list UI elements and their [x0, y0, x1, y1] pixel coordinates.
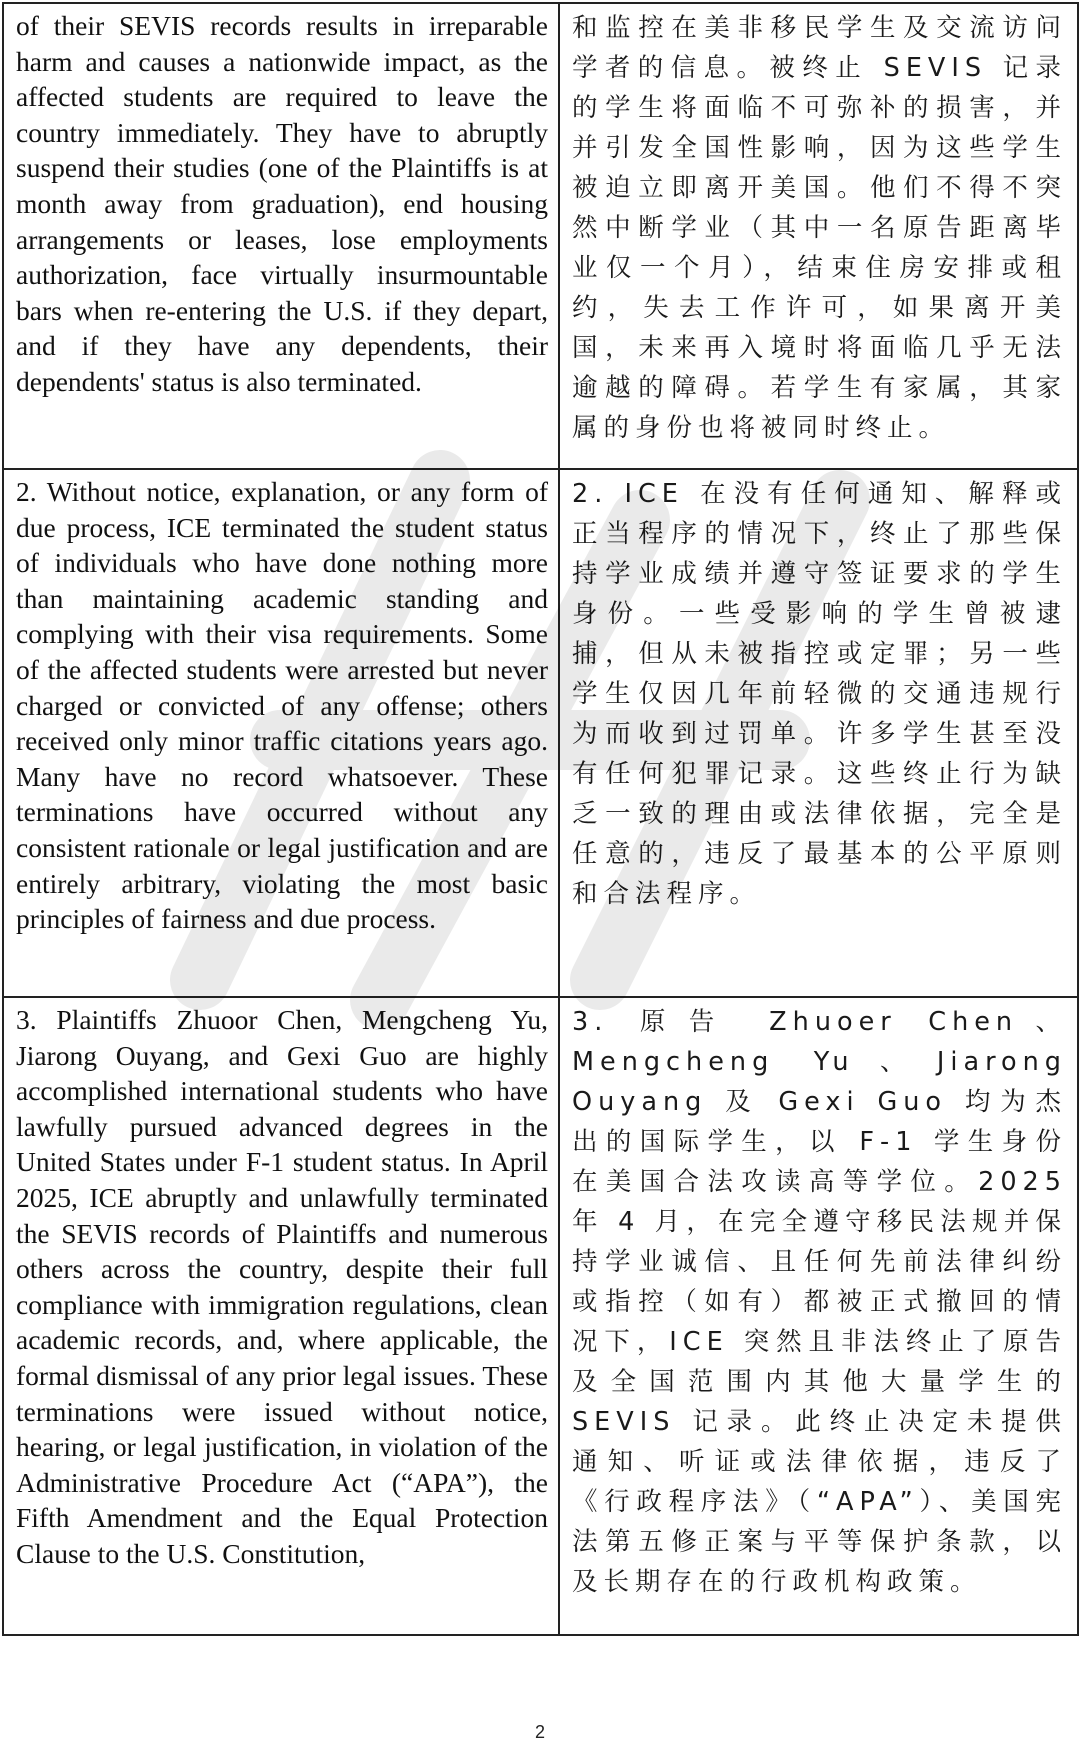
chinese-paragraph: 和监控在美非移民学生及交流访问学者的信息。被终止 SEVIS 记录的学生将面临不可弥补的损害，并并引发全国性影响，因为这些学生被迫立即离开美国。他们不得不突然中断学业（其中一名原告距离毕业仅一个月），结束住房安排或租约，失去工作许可，如果离开美国，未来再入境时将面临几乎无法逾越的障碍。若学生有家属，其家属的身份也将被同时终止。	[559, 3, 1078, 469]
page-number: 2	[534, 1722, 545, 1742]
english-paragraph: of their SEVIS records results in irreparable harm and causes a nationwide impact, as the affected students are required to leave the country immediately. They have to abruptly suspend their studies (one of the Plaintiffs is at month away from graduation), end housing arrangements or leases, lose employments authorization, face virtually insurmountable bars when re-entering the U.S. if they depart, and if they have any dependents, their dependents' status is also terminated.	[3, 3, 559, 469]
table-row	[3, 3, 1078, 469]
chinese-paragraph: 2. ICE 在没有任何通知、解释或正当程序的情况下，终止了那些保持学业成绩并遵守签证要求的学生身份。一些受影响的学生曾被逮捕，但从未被指控或定罪；另一些学生仅因几年前轻微的交通违规行为而收到过罚单。许多学生甚至没有任何犯罪记录。这些终止行为缺乏一致的理由或法律依据，完全是任意的，违反了最基本的公平原则和合法程序。	[559, 469, 1078, 997]
chinese-paragraph: 3. 原告 Zhuoer Chen、Mengcheng Yu、Jiarong Ouyang 及 Gexi Guo 均为杰出的国际学生，以 F-1 学生身份在美国合法攻读高等学位。2025 年 4 月，在完全遵守移民法规并保持学业诚信、且任何先前法律纠纷或指控（如有）都被正式撤回的情况下，ICE 突然且非法终止了原告及全国范围内其他大量学生的 SEVIS 记录。此终止决定未提供通知、听证或法律依据，违反了《行政程序法》（“APA”）、美国宪法第五修正案与平等保护条款，以及长期存在的行政机构政策。	[559, 997, 1078, 1635]
english-paragraph: 2. Without notice, explanation, or any form of due process, ICE terminated the student status of individuals who have done nothing more than maintaining academic standing and complying with their visa requirements. Some of the affected students were arrested but never charged or convicted of any offense; others received only minor traffic citations years ago. Many have no record whatsoever. These terminations have occurred without any consistent rationale or legal justification and are entirely arbitrary, violating the most basic principles of fairness and due process.	[3, 469, 559, 997]
bilingual-translation-table	[2, 2, 1079, 1636]
english-paragraph: 3. Plaintiffs Zhuoor Chen, Mengcheng Yu, Jiarong Ouyang, and Gexi Guo are highly accomplished international students who have lawfully pursued advanced degrees in the United States under F-1 student status. In April 2025, ICE abruptly and unlawfully terminated the SEVIS records of Plaintiffs and numerous others across the country, despite their full compliance with immigration regulations, clean academic records, and, where applicable, the formal dismissal of any prior legal issues. These terminations were issued without notice, hearing, or legal justification, in violation of the Administrative Procedure Act (“APA”), the Fifth Amendment and the Equal Protection Clause to the U.S. Constitution,	[3, 997, 559, 1635]
table-row	[3, 469, 1078, 997]
table-row	[3, 997, 1078, 1635]
